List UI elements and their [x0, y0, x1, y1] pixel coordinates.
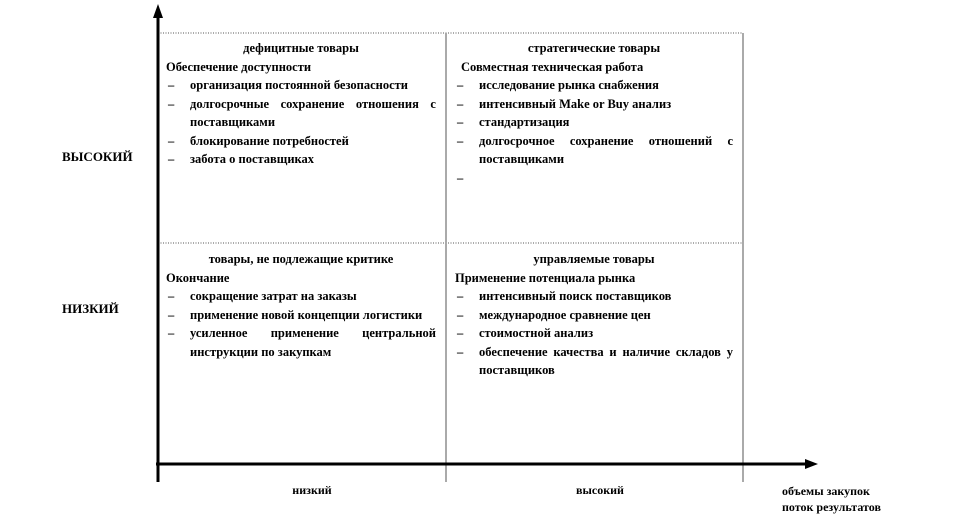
- quadrant-list: [455, 287, 733, 380]
- quadrant-list: [455, 76, 733, 187]
- quadrant-top-right: [455, 39, 733, 187]
- quadrant-title: товары, не подлежащие критике: [208, 252, 394, 266]
- quadrant-subtitle: Обеспечение доступности: [166, 59, 312, 74]
- x-label-high: высокий: [576, 483, 624, 497]
- x-axis-title-line1: объемы закупок: [782, 484, 870, 498]
- list-item: – исследование рынка снабжения: [455, 76, 733, 95]
- list-item: – блокирование потребностей: [166, 132, 436, 151]
- quadrant-subtitle: Окончание: [166, 270, 230, 285]
- quadrant-list: [166, 76, 436, 169]
- list-item: – стоимостной анализ: [455, 324, 733, 343]
- quadrant-title: управляемые товары: [533, 252, 655, 266]
- quadrant-list: [166, 287, 436, 361]
- y-axis-arrowhead: [153, 4, 163, 18]
- x-label-low: низкий: [292, 483, 332, 497]
- quadrant-title: стратегические товары: [527, 41, 661, 55]
- list-item: – долгосрочное сохранение отношений с поставщиками: [455, 132, 733, 169]
- x-axis-arrowhead: [805, 459, 818, 469]
- list-item: – долгосрочные сохранение отношения с поставщиками: [166, 95, 436, 132]
- y-label-low: НИЗКИЙ: [62, 301, 119, 316]
- x-axis-title-line2: поток результатов: [782, 500, 881, 514]
- list-item: – интенсивный Make or Buy анализ: [455, 95, 733, 114]
- list-item: – стандартизация: [455, 113, 733, 132]
- list-item: – интенсивный поиск поставщиков: [455, 287, 733, 306]
- list-item: – обеспечение качества и наличие складов у поставщиков: [455, 343, 733, 380]
- list-item: [455, 169, 733, 188]
- list-item: – применение новой концепции логистики: [166, 306, 436, 325]
- list-item: – сокращение затрат на заказы: [166, 287, 436, 306]
- quadrant-bottom-left: [166, 250, 436, 361]
- quadrant-top-left: [166, 39, 436, 169]
- list-item: – забота о поставщиках: [166, 150, 436, 169]
- list-item: – усиленное применение центральной инструкции по закупкам: [166, 324, 436, 361]
- y-label-high: ВЫСОКИЙ: [62, 149, 133, 164]
- quadrant-bottom-right: [455, 250, 733, 380]
- quadrant-subtitle: Применение потенциала рынка: [455, 270, 636, 285]
- x-axis-title: [782, 483, 962, 515]
- list-item: – организация постоянной безопасности: [166, 76, 436, 95]
- list-item: – международное сравнение цен: [455, 306, 733, 325]
- quadrant-title: дефицитные товары: [243, 41, 359, 55]
- quadrant-subtitle: Совместная техническая работа: [461, 59, 644, 74]
